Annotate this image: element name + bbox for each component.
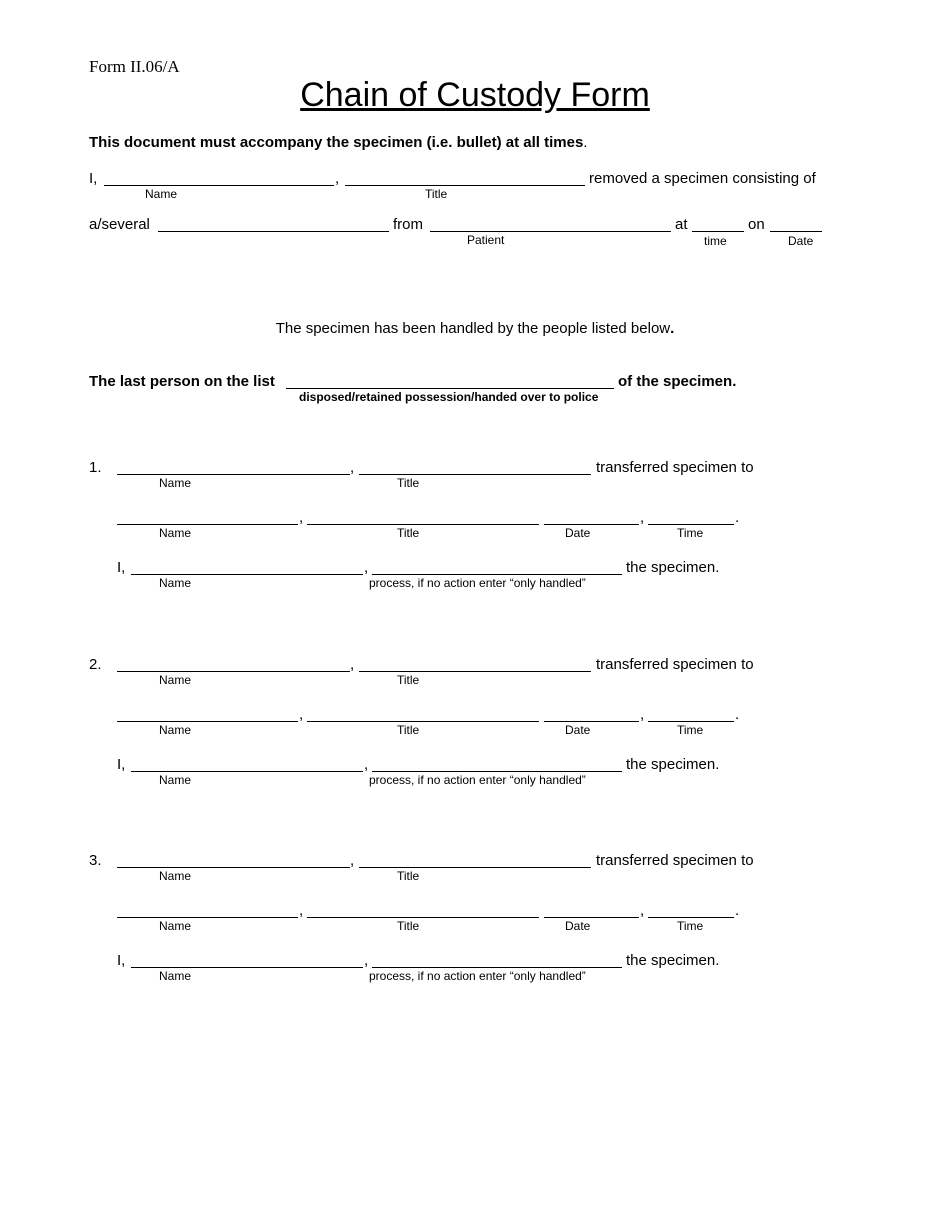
final-disposition-field[interactable] bbox=[286, 388, 614, 389]
transferor-comma: , bbox=[350, 852, 355, 869]
time-caption: Time bbox=[677, 723, 704, 737]
transferor-name-field[interactable] bbox=[117, 867, 350, 868]
handler-process-caption: process, if no action enter “only handled” bbox=[369, 576, 586, 590]
transferor-name-caption: Name bbox=[159, 476, 192, 490]
transferor-title-caption: Title bbox=[397, 476, 420, 490]
recipient-comma-1: , bbox=[299, 706, 304, 723]
specimen-description-field[interactable] bbox=[158, 231, 389, 232]
entry-number: 3. bbox=[89, 852, 102, 869]
patient-caption: Patient bbox=[467, 233, 505, 247]
time-caption: Time bbox=[677, 919, 704, 933]
recipient-comma-2: , bbox=[640, 902, 645, 919]
transferor-comma: , bbox=[350, 656, 355, 673]
handler-name-field[interactable] bbox=[131, 574, 363, 575]
transferor-title-field[interactable] bbox=[359, 474, 591, 475]
notice bbox=[89, 134, 587, 151]
recipient-comma-2: , bbox=[640, 509, 645, 526]
recipient-title-field[interactable] bbox=[307, 917, 539, 918]
removal-comma: , bbox=[335, 170, 340, 187]
recipient-period: . bbox=[735, 509, 740, 526]
date-caption: Date bbox=[788, 234, 814, 248]
page-title: Chain of Custody Form bbox=[300, 76, 650, 114]
handler-name-field[interactable] bbox=[131, 967, 363, 968]
transferor-name-field[interactable] bbox=[117, 671, 350, 672]
handler-process-field[interactable] bbox=[372, 771, 622, 772]
transfer-date-field[interactable] bbox=[544, 721, 639, 722]
recipient-name-field[interactable] bbox=[117, 524, 298, 525]
transferor-title-field[interactable] bbox=[359, 867, 591, 868]
date-caption: Date bbox=[565, 526, 591, 540]
time-caption: Time bbox=[677, 526, 704, 540]
remover-title-field[interactable] bbox=[345, 185, 585, 186]
recipient-comma-1: , bbox=[299, 902, 304, 919]
last-person-suffix: of the specimen. bbox=[618, 373, 737, 390]
remover-name-caption: Name bbox=[145, 187, 178, 201]
transfer-time-field[interactable] bbox=[648, 721, 734, 722]
transferred-to-text: transferred specimen to bbox=[596, 656, 754, 673]
specimen-from: from bbox=[393, 216, 423, 233]
handler-suffix: the specimen. bbox=[626, 952, 720, 969]
removal-date-field[interactable] bbox=[770, 231, 822, 232]
transferor-title-caption: Title bbox=[397, 673, 420, 687]
transferred-to-text: transferred specimen to bbox=[596, 852, 754, 869]
handler-comma: , bbox=[364, 559, 369, 576]
entry-number: 2. bbox=[89, 656, 102, 673]
last-person-prefix: The last person on the list bbox=[89, 373, 275, 390]
handler-suffix: the specimen. bbox=[626, 756, 720, 773]
recipient-title-field[interactable] bbox=[307, 721, 539, 722]
transferor-name-field[interactable] bbox=[117, 474, 350, 475]
recipient-period: . bbox=[735, 902, 740, 919]
handled-period: . bbox=[670, 320, 675, 337]
transferor-name-caption: Name bbox=[159, 673, 192, 687]
recipient-name-caption: Name bbox=[159, 723, 192, 737]
recipient-comma-2: , bbox=[640, 706, 645, 723]
specimen-at: at bbox=[675, 216, 688, 233]
transfer-time-field[interactable] bbox=[648, 917, 734, 918]
transfer-time-field[interactable] bbox=[648, 524, 734, 525]
recipient-title-caption: Title bbox=[397, 526, 420, 540]
notice-period: . bbox=[583, 134, 588, 151]
handler-process-caption: process, if no action enter “only handled” bbox=[369, 773, 586, 787]
transferor-name-caption: Name bbox=[159, 869, 192, 883]
removal-time-field[interactable] bbox=[692, 231, 744, 232]
transferor-title-field[interactable] bbox=[359, 671, 591, 672]
recipient-title-caption: Title bbox=[397, 723, 420, 737]
handler-name-field[interactable] bbox=[131, 771, 363, 772]
handler-name-caption: Name bbox=[159, 576, 192, 590]
remover-name-field[interactable] bbox=[104, 185, 334, 186]
date-caption: Date bbox=[565, 919, 591, 933]
recipient-comma-1: , bbox=[299, 509, 304, 526]
specimen-on: on bbox=[748, 216, 765, 233]
transfer-date-field[interactable] bbox=[544, 917, 639, 918]
remover-title-caption: Title bbox=[425, 187, 448, 201]
transfer-date-field[interactable] bbox=[544, 524, 639, 525]
recipient-name-field[interactable] bbox=[117, 721, 298, 722]
handled-statement bbox=[0, 320, 950, 337]
date-caption: Date bbox=[565, 723, 591, 737]
handler-process-field[interactable] bbox=[372, 574, 622, 575]
handler-process-field[interactable] bbox=[372, 967, 622, 968]
disposition-caption: disposed/retained possession/handed over to police bbox=[299, 390, 599, 404]
recipient-name-caption: Name bbox=[159, 919, 192, 933]
handler-suffix: the specimen. bbox=[626, 559, 720, 576]
transferor-comma: , bbox=[350, 459, 355, 476]
transferor-title-caption: Title bbox=[397, 869, 420, 883]
handler-prefix: I, bbox=[117, 952, 126, 969]
transferred-to-text: transferred specimen to bbox=[596, 459, 754, 476]
removal-suffix: removed a specimen consisting of bbox=[589, 170, 816, 187]
specimen-prefix: a/several bbox=[89, 216, 150, 233]
recipient-name-caption: Name bbox=[159, 526, 192, 540]
handler-comma: , bbox=[364, 952, 369, 969]
handler-name-caption: Name bbox=[159, 969, 192, 983]
entry-number: 1. bbox=[89, 459, 102, 476]
handled-text: The specimen has been handled by the people listed below bbox=[275, 320, 671, 337]
notice-bold-text: This document must accompany the specimen (i.e. bullet) at all times bbox=[89, 134, 584, 151]
patient-field[interactable] bbox=[430, 231, 671, 232]
recipient-title-caption: Title bbox=[397, 919, 420, 933]
handler-prefix: I, bbox=[117, 559, 126, 576]
recipient-title-field[interactable] bbox=[307, 524, 539, 525]
time-caption: time bbox=[704, 234, 727, 248]
handler-name-caption: Name bbox=[159, 773, 192, 787]
removal-prefix: I, bbox=[89, 170, 98, 187]
handler-process-caption: process, if no action enter “only handled” bbox=[369, 969, 586, 983]
handler-comma: , bbox=[364, 756, 369, 773]
recipient-period: . bbox=[735, 706, 740, 723]
handler-prefix: I, bbox=[117, 756, 126, 773]
form-id: Form II.06/A bbox=[89, 57, 180, 76]
recipient-name-field[interactable] bbox=[117, 917, 298, 918]
